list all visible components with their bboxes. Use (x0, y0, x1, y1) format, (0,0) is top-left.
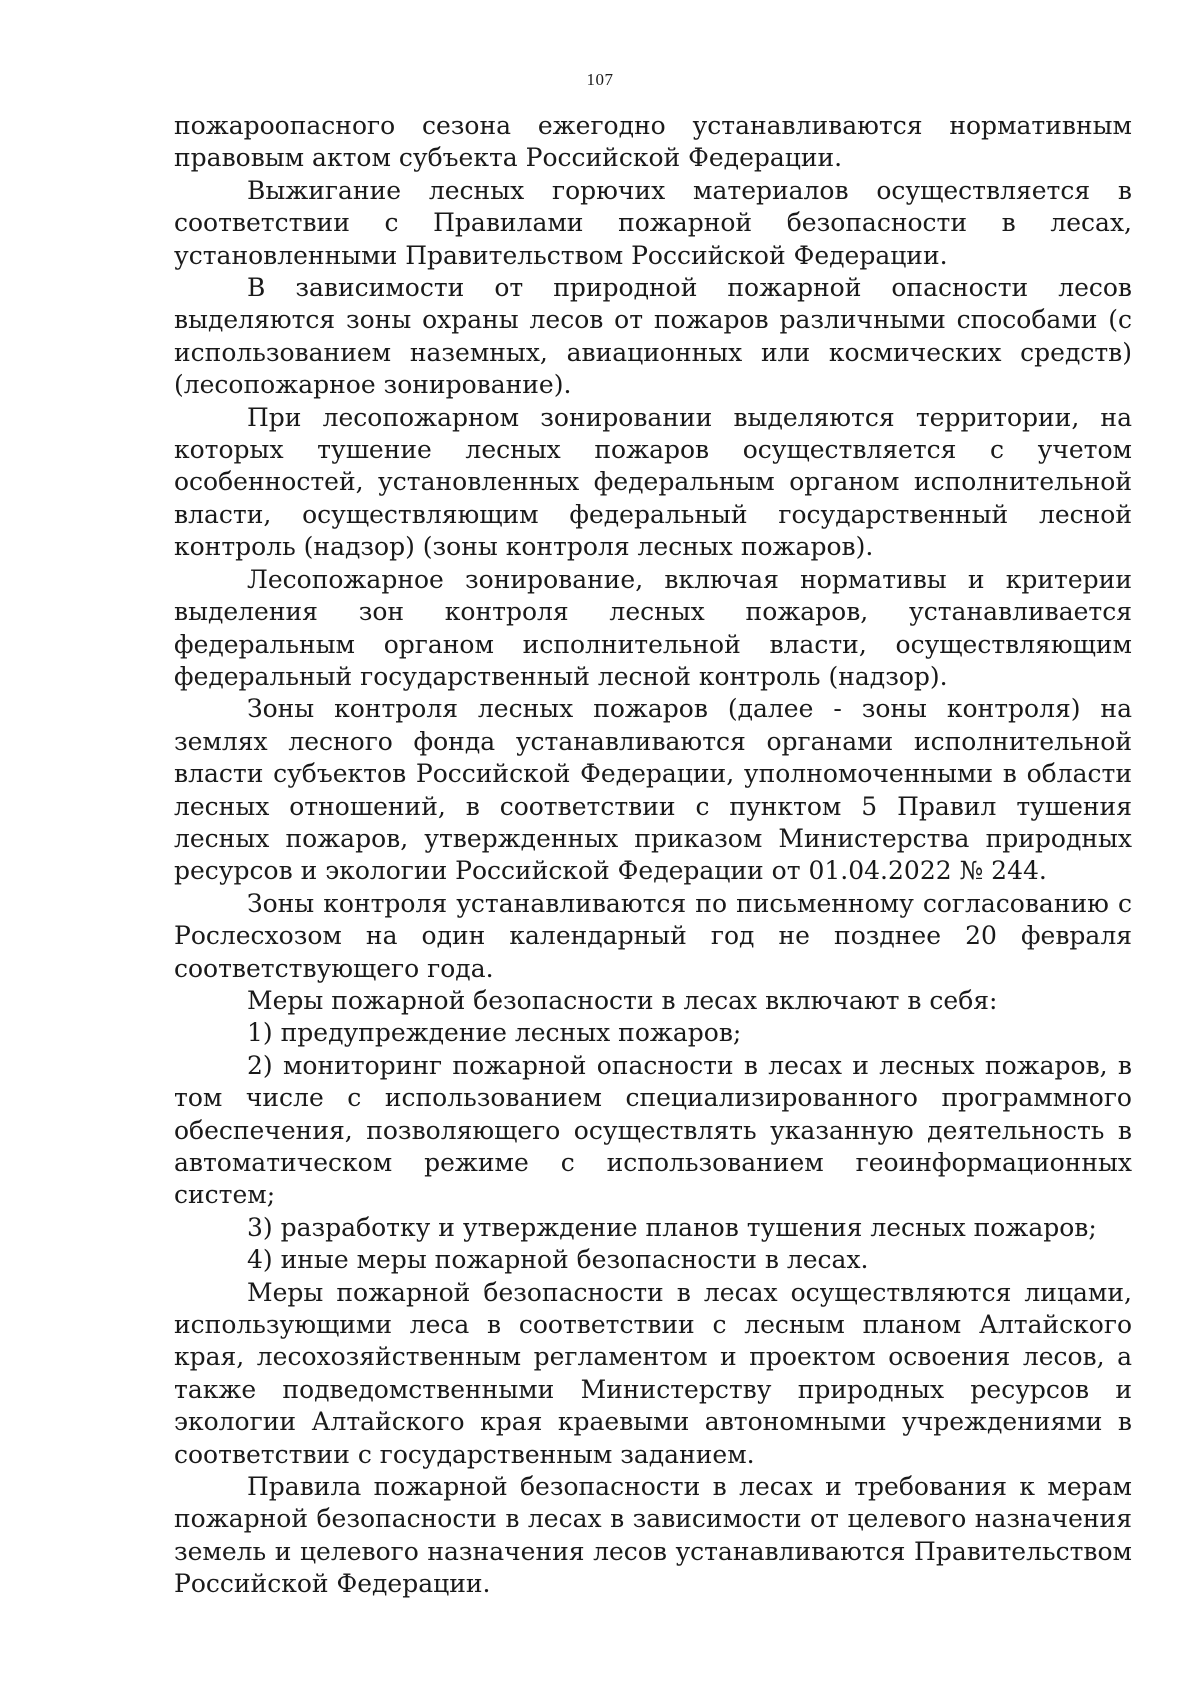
paragraph: При лесопожарном зонировании выделяются территории, на которых тушение лесных пожаров осуществляется с учетом особенностей, установленных федеральным органом исполнительной власти, осуществляющим федеральный государственный лесной контроль (надзор) (зоны контроля лесных пожаров). (174, 402, 1132, 562)
paragraph: В зависимости от природной пожарной опасности лесов выделяются зоны охраны лесов от пожаров различными способами (с использованием наземных, авиационных или космических средств) (лесопожарное зонирование). (174, 273, 1132, 400)
list-item: 1) предупреждение лесных пожаров; (247, 1018, 742, 1048)
paragraph: Зоны контроля лесных пожаров (далее - зоны контроля) на землях лесного фонда устанавливаются органами исполнительной власти субъектов Российской Федерации, уполномоченными в области лесных отношений, в соответствии с пунктом 5 Правил тушения лесных пожаров, утвержденных приказом Министерства природных ресурсов и экологии Российской Федерации от 01.04.2022 № 244. (174, 694, 1132, 886)
list-item: 2) мониторинг пожарной опасности в лесах и лесных пожаров, в том числе с использованием специализированного программного обеспечения, позволяющего осуществлять указанную деятельность в автоматическом режиме с использованием геоинформационных систем; (174, 1050, 1132, 1210)
list-intro: Меры пожарной безопасности в лесах включают в себя: (247, 985, 998, 1015)
paragraph: Лесопожарное зонирование, включая нормативы и критерии выделения зон контроля лесных пожаров, устанавливается федеральным органом исполнительной власти, осуществляющим федеральный государственный лесной контроль (надзор). (174, 564, 1132, 691)
paragraph: Зоны контроля устанавливаются по письменному согласованию с Рослесхозом на один календарный год не позднее 20 февраля соответствующего года. (174, 888, 1132, 983)
paragraph: Меры пожарной безопасности в лесах осуществляются лицами, использующими леса в соответствии с лесным планом Алтайского края, лесохозяйственным регламентом и проектом освоения лесов, а также подведомственными Министерству природных ресурсов и экологии Алтайского края краевыми автономными учреждениями в соответствии с государственным заданием. (174, 1277, 1132, 1469)
page-number: 107 (586, 70, 614, 89)
paragraph: Выжигание лесных горючих материалов осуществляется в соответствии с Правилами пожарной безопасности в лесах, установленными Правительством Российской Федерации. (174, 175, 1132, 270)
list-item: 3) разработку и утверждение планов тушения лесных пожаров; (247, 1212, 1097, 1242)
document-body (174, 110, 1132, 1601)
paragraph: Правила пожарной безопасности в лесах и требования к мерам пожарной безопасности в лесах в зависимости от целевого назначения земель и целевого назначения лесов устанавливаются Правительством Российской Федерации. (174, 1472, 1132, 1599)
paragraph: пожароопасного сезона ежегодно устанавливаются нормативным правовым актом субъекта Российской Федерации. (174, 111, 1132, 173)
list-item: 4) иные меры пожарной безопасности в лесах. (247, 1245, 869, 1275)
